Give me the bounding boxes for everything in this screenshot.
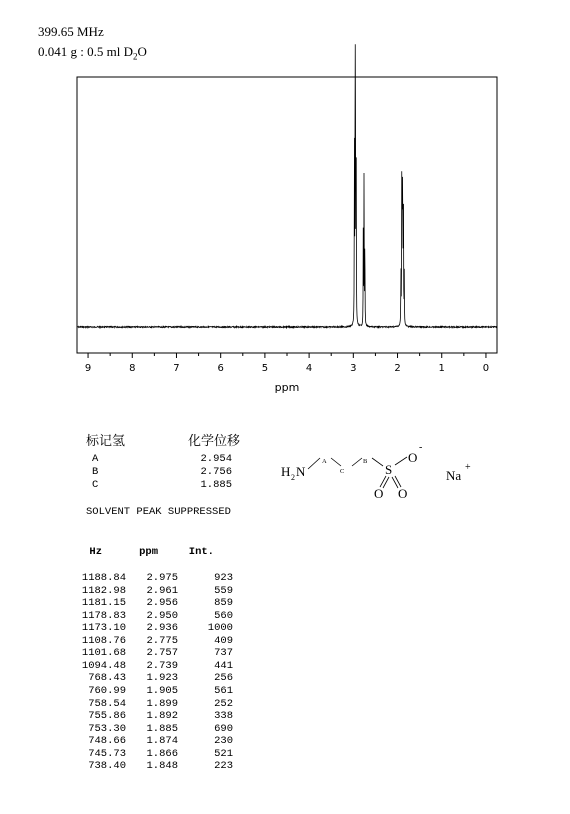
bond-n-ca: [308, 458, 320, 469]
oxygen-right: O: [398, 486, 408, 501]
oxygen-left: O: [374, 486, 384, 501]
peak-table-row: [70, 585, 233, 597]
x-tick-label: 4: [305, 363, 313, 374]
x-tick-label: 2: [394, 363, 401, 374]
peak-table-row: [70, 672, 233, 684]
peak-int: 560: [214, 609, 233, 622]
assignment-shift-header: 化学位移: [188, 434, 241, 449]
peak-table-row: [70, 610, 233, 622]
peak-ppm: 1.923: [146, 672, 178, 685]
peak-hz: 1108.76: [81, 634, 126, 647]
hz-header: Hz: [89, 546, 102, 558]
peak-table-row: [70, 698, 233, 710]
bond-s-o-right-1: [392, 477, 398, 488]
peak-ppm: 2.936: [146, 622, 178, 635]
x-tick-label: 9: [84, 363, 92, 374]
x-tick-label: 8: [129, 363, 136, 374]
peak-int: 441: [214, 659, 233, 672]
peak-ppm: 2.975: [146, 572, 178, 584]
peak-ppm: 1.905: [146, 684, 178, 697]
peak-int: 737: [214, 647, 233, 660]
peak-table-row: [70, 572, 233, 584]
peak-table-row: [70, 685, 233, 697]
solvent-note: SOLVENT PEAK SUPPRESSED: [86, 506, 231, 518]
spectrometer-frequency: 399.65 MHz: [38, 24, 104, 39]
peak-hz: 748.66: [88, 735, 126, 748]
amine-n: N: [296, 464, 306, 479]
x-tick-label: 5: [261, 363, 269, 374]
peak-int: 561: [214, 684, 233, 697]
peak-int: 223: [214, 760, 233, 773]
amine-h-subscript: 2: [291, 473, 295, 482]
peak-table-row: [70, 635, 233, 647]
peak-int: 521: [214, 747, 233, 760]
peak-ppm: 2.775: [146, 634, 178, 647]
peak-ppm: 1.866: [146, 747, 178, 760]
peak-hz: 1094.48: [81, 659, 126, 672]
peak-ppm: 1.899: [146, 697, 178, 710]
peak-int: 923: [214, 572, 233, 584]
peak-ppm: 2.956: [146, 597, 178, 610]
peak-hz: 753.30: [88, 722, 126, 735]
sample-text: 0.041 g : 0.5 ml D: [38, 44, 133, 59]
peak-table-row: [70, 735, 233, 747]
x-tick-label: 6: [217, 363, 224, 374]
assignment-shift: 1.885: [200, 479, 232, 491]
peak-ppm: 1.874: [146, 735, 178, 748]
peak-hz: 1181.15: [81, 597, 126, 610]
assignment-shift: 2.756: [200, 466, 232, 478]
assignment-label-header: 标记氢: [86, 434, 126, 449]
peak-int: 230: [214, 735, 233, 748]
peak-int: 690: [214, 722, 233, 735]
peak-hz: 1182.98: [81, 584, 126, 597]
bond-cb-s: [372, 458, 383, 466]
peak-ppm: 1.848: [146, 760, 178, 773]
amine-h: H: [281, 464, 291, 479]
peak-int: 338: [214, 710, 233, 723]
assignment-label: C: [92, 479, 99, 491]
x-tick-label: 1: [438, 363, 445, 374]
bond-cc-cb: [352, 458, 362, 466]
peak-ppm: 1.885: [146, 722, 178, 735]
peak-hz: 1173.10: [81, 622, 126, 635]
sulfur-atom: S: [385, 462, 393, 477]
int-header: Int.: [188, 546, 214, 558]
assignment-shift: 2.954: [200, 453, 232, 465]
x-tick-label: 7: [173, 363, 180, 374]
peak-int: 1000: [207, 622, 233, 635]
peak-int: 409: [214, 634, 233, 647]
peak-table-row: [70, 647, 233, 659]
bond-ca-cc: [331, 458, 341, 466]
peak-table-row: [70, 597, 233, 609]
peak-int: 252: [214, 697, 233, 710]
sodium-ion: Na: [446, 468, 462, 483]
peak-hz: 745.73: [88, 747, 126, 760]
oxygen-charge: -: [419, 442, 423, 453]
peak-ppm: 2.961: [146, 584, 178, 597]
bond-s-o-top: [395, 457, 407, 465]
x-tick-label: 3: [350, 363, 357, 374]
peak-table-row: [70, 710, 233, 722]
peak-ppm: 1.892: [146, 710, 178, 723]
peak-hz: 1188.84: [81, 572, 126, 584]
peak-hz: 760.99: [88, 684, 126, 697]
assignment-label: B: [92, 466, 99, 478]
assignment-label: A: [92, 453, 99, 465]
atom-label-c: C: [340, 468, 345, 475]
atom-label-a: A: [322, 458, 327, 465]
peak-ppm: 2.950: [146, 609, 178, 622]
sodium-charge: +: [465, 462, 471, 473]
peak-ppm: 2.739: [146, 659, 178, 672]
peak-int: 559: [214, 584, 233, 597]
peak-table-row: [70, 660, 233, 672]
peak-int: 859: [214, 597, 233, 610]
peak-table-row: [70, 760, 233, 772]
peak-hz: 768.43: [88, 672, 126, 685]
peak-table-header: [88, 546, 214, 558]
peak-table-row: [70, 723, 233, 735]
ppm-header: ppm: [139, 546, 158, 558]
peak-table-row: [70, 748, 233, 760]
x-tick-label: 0: [482, 363, 490, 374]
x-axis-label: ppm: [274, 381, 300, 394]
peak-hz: 1178.83: [81, 609, 126, 622]
sample-subscript: 2: [132, 51, 138, 62]
peak-hz: 755.86: [88, 710, 126, 723]
peak-hz: 1101.68: [81, 647, 126, 660]
atom-label-b: B: [363, 458, 368, 465]
sample-text-end: O: [137, 44, 147, 59]
oxygen-top: O: [408, 450, 418, 465]
peak-hz: 738.40: [88, 760, 126, 773]
bond-s-o-left-2: [383, 477, 389, 488]
peak-hz: 758.54: [88, 697, 126, 710]
peak-table-row: [70, 622, 233, 634]
peak-ppm: 2.757: [146, 647, 178, 660]
peak-int: 256: [214, 672, 233, 685]
